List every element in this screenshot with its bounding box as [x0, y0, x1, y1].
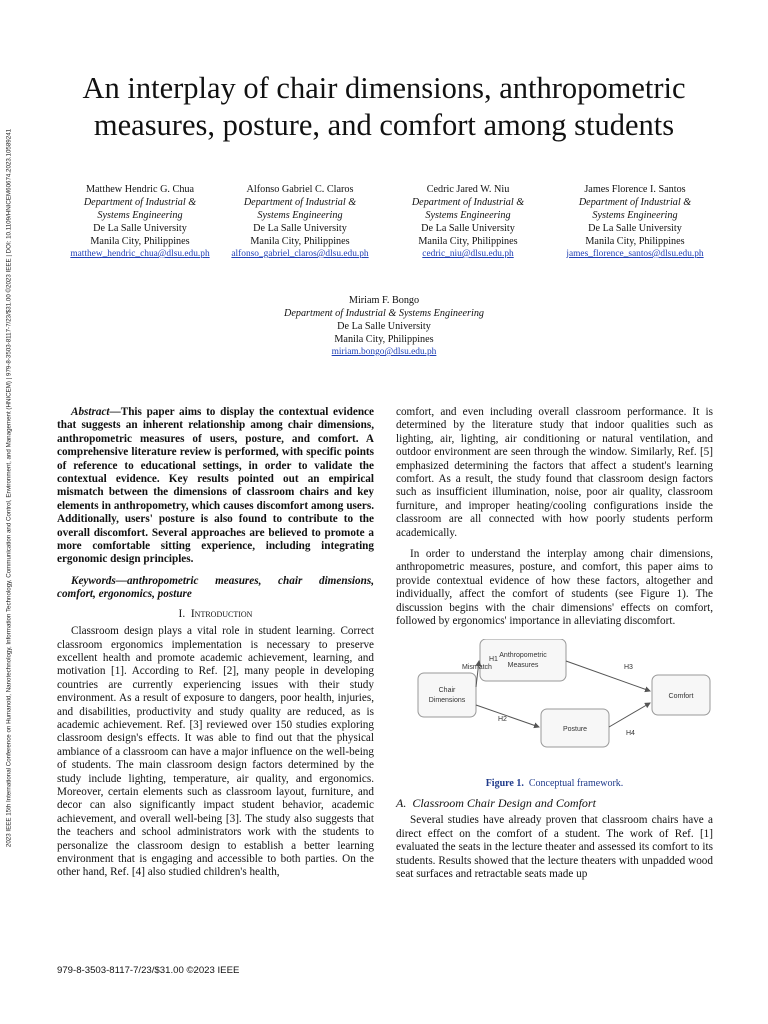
- author-block-2: [215, 183, 385, 261]
- author-university: De La Salle University: [337, 321, 431, 332]
- edge-label: H3: [624, 663, 633, 671]
- author-university: De La Salle University: [421, 223, 515, 234]
- author-university: De La Salle University: [588, 223, 682, 234]
- author-dept: Department of Industrial &: [578, 197, 692, 208]
- author-name: Miriam F. Bongo: [348, 295, 420, 306]
- side-margin-doi-strip: [3, 6, 15, 970]
- section-title: Introduction: [190, 607, 253, 620]
- author-email-link[interactable]: miriam.bongo@dlsu.edu.ph: [331, 347, 437, 357]
- edge-h4: [609, 703, 650, 727]
- author-email-link[interactable]: matthew_hendric_chua@dlsu.edu.ph: [70, 249, 210, 259]
- node-label: Anthropometric: [499, 651, 547, 659]
- author-university: De La Salle University: [93, 223, 187, 234]
- author-dept: Systems Engineering: [592, 210, 678, 221]
- left-column: [57, 406, 374, 880]
- node-label: Posture: [562, 725, 588, 733]
- author-dept: Department of Industrial &: [411, 197, 525, 208]
- subsection-heading: [396, 797, 713, 810]
- author-email-link[interactable]: alfonso_gabriel_claros@dlsu.edu.ph: [231, 249, 369, 259]
- body-paragraph: In order to understand the interplay among chair dimensions, anthropometric measures, posture, and comfort, this paper aims to provide contextual evidence of how these factors, altogether and individually, affect the comfort of students (see Figure 1). The discussion begins with the chair dimensions' effects on comfort, followed by ergonomics' importance in alleviating discomfort.: [396, 548, 713, 628]
- author-city: Manila City, Philippines: [418, 236, 518, 247]
- edge-label: H4: [626, 729, 635, 737]
- author-dept: Systems Engineering: [425, 210, 511, 221]
- author-dept: Department of Industrial &: [83, 197, 197, 208]
- figure-caption: [396, 777, 713, 790]
- author-dept: Systems Engineering: [97, 210, 183, 221]
- edge-label: H1: [489, 655, 498, 663]
- node-label: Comfort: [668, 692, 694, 700]
- figure-caption-label: Figure 1.: [485, 777, 524, 789]
- subsection-label: A.: [396, 795, 407, 810]
- copyright-footer: 979-8-3503-8117-7/23/$31.00 ©2023 IEEE: [57, 965, 240, 976]
- author-name: Matthew Hendric G. Chua: [85, 184, 195, 195]
- author-dept: Department of Industrial &: [243, 197, 357, 208]
- author-block-4: [550, 183, 720, 261]
- edge-h3: [566, 661, 650, 691]
- subsection-title: Classroom Chair Design and Comfort: [412, 795, 596, 810]
- author-city: Manila City, Philippines: [250, 236, 350, 247]
- body-paragraph: Several studies have already proven that classroom chairs have a direct effect on the comfort of a student. The work of Ref. [1] evaluated the seats in the lecture theater and assessed its comfort to its students. Results showed that the lecture theaters with unpadded wood seat surfaces and retractable seats made up: [396, 814, 713, 880]
- author-name: James Florence I. Santos: [584, 184, 686, 195]
- title-line-1: An interplay of chair dimensions, anthropometric: [82, 71, 686, 105]
- node-label: Chair: [438, 686, 456, 694]
- abstract: [57, 406, 374, 567]
- author-city: Manila City, Philippines: [90, 236, 190, 247]
- author-block-5: [234, 294, 534, 359]
- author-block-3: [383, 183, 553, 261]
- node-label: Dimensions: [428, 696, 466, 704]
- author-dept: Department of Industrial & Systems Engineering: [283, 308, 485, 319]
- edge-h2: [476, 705, 539, 727]
- author-email-link[interactable]: james_florence_santos@dlsu.edu.ph: [566, 249, 704, 259]
- right-column: [396, 406, 713, 881]
- edge-label: Mismatch: [462, 663, 492, 671]
- figure-caption-text: Conceptual framework.: [528, 777, 624, 789]
- author-name: Cedric Jared W. Niu: [426, 184, 510, 195]
- intro-paragraph: Classroom design plays a vital role in student learning. Correct classroom ergonomics implementation is necessary to preserve excellent health and promote academic achievement, learning, and motivation [1]. According to Ref. [2], many people in developing countries are currently experiencing issues with their study environment. As a result of exposure to dangers, poor health, injuries, and disabilities, productivity and study quality are reduced, as is academic achievement. Ref. [3] reviewed over 150 studies exploring classroom design's effects. It was able to find out that the physical ambiance of a classroom can have a major influence on the well-being of students. The main classroom design factors determined by the study include lighting, temperature, air quality, and ergonomics. Moreover, certain elements such as classroom layout, furniture, and decor can also significantly impact student behavior, academic achievement, and overall well-being [3]. The study also suggests that the teachers and school administrators work with the students to personalize the classroom design to establish a better learning environment that is engaging and accessible to both parties. On the other hand, Ref. [4] also studied children's health,: [57, 625, 374, 879]
- author-city: Manila City, Philippines: [334, 334, 434, 345]
- section-number: I.: [178, 607, 186, 620]
- author-name: Alfonso Gabriel C. Claros: [246, 184, 354, 195]
- conceptual-framework-diagram: [396, 639, 713, 769]
- paper-title: [40, 70, 728, 144]
- author-dept: Systems Engineering: [257, 210, 343, 221]
- abstract-text: —This paper aims to display the contextual evidence that suggests an inherent relationship among chair dimensions, anthropometric measures of users, posture, and comfort. A comprehensive literature review is performed, with specific points of reference to educational settings, in order to validate the contextual evidence. Key results pointed out an empirical mismatch between the dimensions of classroom chairs and key elements in anthropometry, which causes discomfort among users. Additionally, users' posture is also found to contribute to the overall discomfort. Several approaches are believed to promote a more comfortable sitting experience, including integrating ergonomic design principles.: [57, 406, 374, 566]
- author-email-link[interactable]: cedric_niu@dlsu.edu.ph: [422, 249, 514, 259]
- section-heading-introduction: [57, 608, 374, 621]
- node-label: Measures: [507, 661, 539, 669]
- node-chair-dimensions: [418, 673, 476, 717]
- doi-sidebar-text: 2023 IEEE 15th International Conference on Humanoid, Nanotechnology, Information Technology, Communication and Control, Environment, and Management (HNICEM) | 979-8-3503-8117-7/23/$31.00 ©2023 IEEE | DOI: 10.1109/HNICEM60674.2023.10589241: [5, 128, 13, 848]
- keywords: Keywords—anthropometric measures, chair dimensions, comfort, ergonomics, posture: [57, 574, 374, 601]
- body-paragraph: comfort, and even including overall classroom performance. It is determined by the literature study that indoor qualities such as lighting, air, lighting, air conditioning or natural ventilation, and outdoor environment are seen through the window. Similarly, Ref. [5] emphasized determining the factors that affect a student's learning comfort. As a result, the study found that classroom design factors such as insufficient illumination, noise, poor air quality, classroom furniture, and improper heating/cooling configurations inside the classroom are all connected with how poorly students perform academically.: [396, 406, 713, 539]
- author-university: De La Salle University: [253, 223, 347, 234]
- author-city: Manila City, Philippines: [585, 236, 685, 247]
- edge-label: H2: [498, 715, 507, 723]
- title-line-2: measures, posture, and comfort among students: [93, 108, 675, 142]
- abstract-label: Abstract: [71, 406, 110, 418]
- author-block-1: [55, 183, 225, 261]
